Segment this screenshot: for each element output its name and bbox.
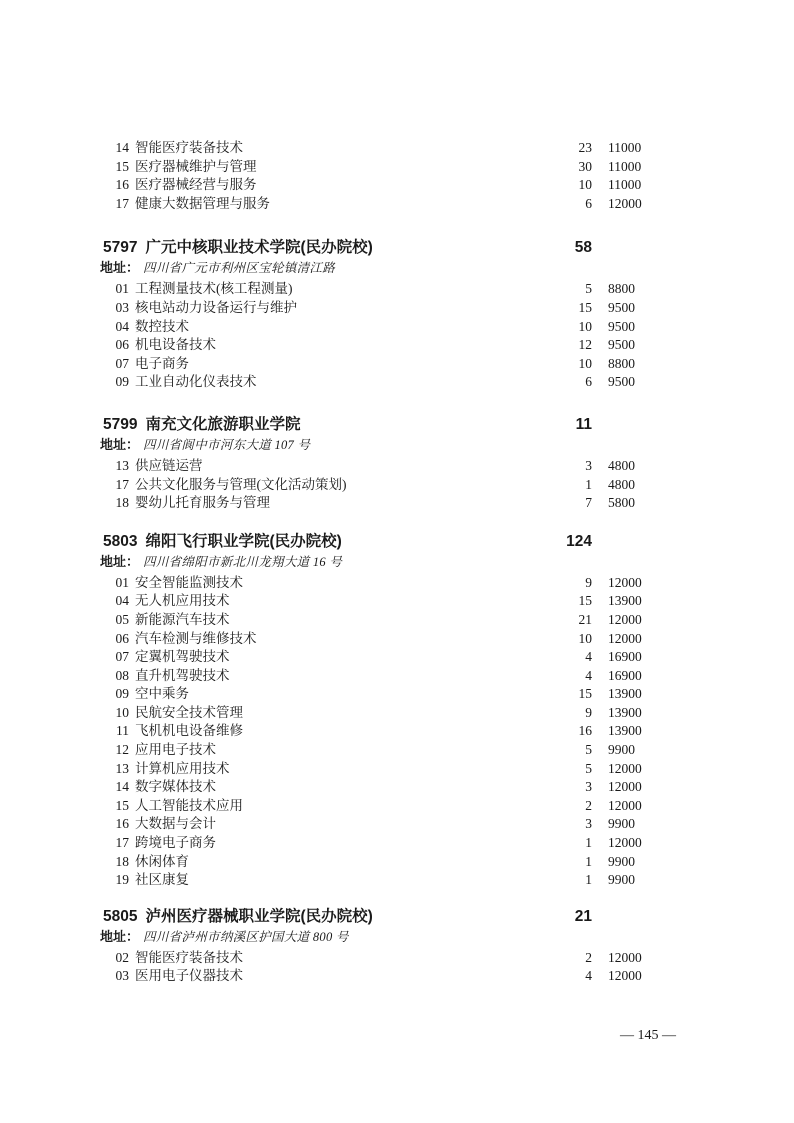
program-seat-count: 23 [578,140,592,155]
program-tuition-fee: 11000 [608,158,642,174]
program-row [100,195,656,214]
program-name: 工程测量技术(核工程测量) [135,281,293,297]
school-name: 泸州医疗器械职业学院(民办院校) [145,907,373,925]
program-rows [100,574,656,890]
program-tuition-fee: 12000 [608,968,642,984]
program-name: 直升机驾驶技术 [135,667,230,683]
program-rows [100,457,656,513]
program-seat-count: 6 [585,374,592,390]
program-seat-count: 7 [585,495,592,511]
program-tuition-fee: 4800 [608,457,635,473]
program-seat-count: 5 [585,760,592,776]
program-code: 17 [115,476,129,492]
program-row [100,667,656,686]
school-total-seats: 21 [574,907,592,925]
program-row [100,685,656,704]
program-name: 医用电子仪器技术 [135,968,243,984]
program-seat-count: 4 [585,968,592,984]
address-line [100,435,656,455]
program-tuition-fee: 16900 [608,667,642,683]
program-seat-count: 10 [578,355,592,371]
program-rows [100,949,656,986]
program-tuition-fee: 12000 [608,797,642,813]
program-name: 健康大数据管理与服务 [135,195,270,211]
address-label: 地址： [100,553,140,569]
program-code: 03 [115,968,129,984]
program-tuition-fee: 8800 [608,355,635,371]
program-code: 06 [115,337,129,353]
program-seat-count: 6 [585,195,592,211]
program-code: 18 [115,853,129,869]
program-name: 大数据与会计 [135,816,216,832]
program-seat-count: 1 [585,853,592,869]
program-tuition-fee: 9900 [608,816,635,832]
address-label: 地址： [100,436,140,452]
program-row [100,611,656,630]
program-tuition-fee: 12000 [608,760,642,776]
program-row [100,949,656,968]
program-seat-count: 5 [585,281,592,297]
program-seat-count: 4 [585,649,592,665]
address-line [100,258,656,278]
program-seat-count: 21 [578,611,592,627]
program-code: 06 [115,630,129,646]
address-label: 地址： [100,260,140,276]
program-seat-count: 3 [585,779,592,795]
program-tuition-fee: 12000 [608,779,642,795]
program-tuition-fee: 9900 [608,742,635,758]
program-code: 16 [115,177,129,193]
program-row [100,280,656,299]
program-code: 17 [115,195,129,211]
program-row [100,457,656,476]
school-header [100,906,656,927]
program-tuition-fee: 9500 [608,299,635,315]
school-header [100,414,656,435]
program-seat-count: 2 [585,797,592,813]
program-code: 04 [115,318,129,334]
program-tuition-fee: 13900 [608,686,642,702]
program-seat-count: 15 [578,686,592,702]
program-code: 09 [115,374,129,390]
address-line [100,927,656,947]
program-name: 新能源汽车技术 [135,611,230,627]
program-tuition-fee: 13900 [608,704,642,720]
school-name: 南充文化旅游职业学院 [145,415,301,433]
program-row [100,299,656,318]
program-row [100,139,656,158]
school-code: 5799 [103,415,138,433]
program-tuition-fee: 5800 [608,495,635,511]
program-tuition-fee: 4800 [608,476,635,492]
program-code: 13 [115,457,129,473]
program-row [100,741,656,760]
program-row [100,158,656,177]
program-tuition-fee: 12000 [608,574,642,590]
program-name: 智能医疗装备技术 [135,949,243,965]
program-tuition-fee: 16900 [608,649,642,665]
program-seat-count: 9 [585,704,592,720]
program-code: 07 [115,355,129,371]
school-section [100,531,656,890]
program-seat-count: 15 [578,299,592,315]
program-row [100,630,656,649]
program-name: 供应链运营 [135,457,203,473]
program-code: 18 [115,495,129,511]
program-tuition-fee: 9500 [608,374,635,390]
program-name: 安全智能监测技术 [135,574,243,590]
address-line [100,552,656,572]
program-row [100,704,656,723]
program-code: 10 [115,704,129,720]
program-name: 工业自动化仪表技术 [135,374,257,390]
program-code: 01 [115,281,129,297]
program-tuition-fee: 11000 [608,140,642,155]
program-seat-count: 12 [578,337,592,353]
school-total-seats: 58 [574,239,592,257]
program-code: 03 [115,299,129,315]
program-row [100,760,656,779]
program-name: 飞机机电设备维修 [135,723,243,739]
program-tuition-fee: 13900 [608,593,642,609]
program-code: 11 [116,723,129,739]
program-name: 核电站动力设备运行与维护 [135,299,297,315]
program-name: 医疗器械维护与管理 [135,158,257,174]
program-row [100,176,656,195]
program-row [100,834,656,853]
program-name: 应用电子技术 [135,742,216,758]
program-code: 17 [115,835,129,851]
program-rows [100,280,656,392]
program-tuition-fee: 12000 [608,835,642,851]
program-seat-count: 3 [585,816,592,832]
program-name: 定翼机驾驶技术 [135,649,230,665]
program-seat-count: 9 [585,574,592,590]
program-name: 医疗器械经营与服务 [135,177,257,193]
school-section [100,906,656,986]
program-seat-count: 10 [578,630,592,646]
program-row [100,592,656,611]
program-tuition-fee: 9900 [608,872,635,888]
program-code: 14 [115,140,129,155]
program-tuition-fee: 9500 [608,318,635,334]
program-seat-count: 2 [585,949,592,965]
program-name: 跨境电子商务 [135,835,216,851]
program-code: 07 [115,649,129,665]
program-row [100,815,656,834]
program-name: 计算机应用技术 [135,760,230,776]
program-seat-count: 5 [585,742,592,758]
program-code: 15 [115,797,129,813]
program-name: 汽车检测与维修技术 [135,630,257,646]
school-name: 广元中核职业技术学院(民办院校) [145,239,373,257]
program-tuition-fee: 9500 [608,337,635,353]
program-tuition-fee: 12000 [608,195,642,211]
program-code: 13 [115,760,129,776]
program-row [100,871,656,890]
address-text: 四川省绵阳市新北川龙翔大道 16 号 [143,554,343,569]
program-seat-count: 1 [585,476,592,492]
school-header [100,237,656,258]
program-name: 数控技术 [135,318,189,334]
program-seat-count: 30 [578,158,592,174]
address-text: 四川省广元市利州区宝轮镇清江路 [143,261,336,276]
program-code: 09 [115,686,129,702]
program-tuition-fee: 11000 [608,177,642,193]
program-row [100,967,656,986]
school-code: 5803 [103,532,138,550]
program-row [100,778,656,797]
school-header [100,531,656,552]
school-code: 5797 [103,239,138,257]
school-name: 绵阳飞行职业学院(民办院校) [145,532,342,550]
program-name: 电子商务 [135,355,189,371]
address-text: 四川省泸州市纳溪区护国大道 800 号 [143,929,349,944]
program-row [100,373,656,392]
program-seat-count: 10 [578,318,592,334]
program-row [100,476,656,495]
program-code: 02 [115,949,129,965]
program-row [100,648,656,667]
address-text: 四川省阆中市河东大道 107 号 [143,437,311,452]
address-label: 地址： [100,928,140,944]
program-name: 休闲体育 [135,853,189,869]
program-row [100,494,656,513]
program-code: 16 [115,816,129,832]
program-seat-count: 4 [585,667,592,683]
program-name: 社区康复 [135,872,189,888]
program-code: 15 [115,158,129,174]
program-row [100,853,656,872]
program-seat-count: 1 [585,835,592,851]
program-seat-count: 15 [578,593,592,609]
program-tuition-fee: 8800 [608,281,635,297]
program-row [100,722,656,741]
program-name: 机电设备技术 [135,337,216,353]
program-name: 无人机应用技术 [135,593,230,609]
program-name: 空中乘务 [135,686,189,702]
program-name: 智能医疗装备技术 [135,140,243,155]
page-content [100,139,656,986]
school-section [100,414,656,513]
program-name: 公共文化服务与管理(文化活动策划) [135,476,347,492]
program-tuition-fee: 12000 [608,949,642,965]
program-name: 数字媒体技术 [135,779,216,795]
program-name: 婴幼儿托育服务与管理 [135,495,270,511]
page-number: — 145 — [620,1028,676,1043]
program-seat-count: 10 [578,177,592,193]
school-section [100,237,656,392]
program-row [100,318,656,337]
program-tuition-fee: 12000 [608,630,642,646]
continuation-rows [100,139,656,213]
school-total-seats: 11 [575,415,592,433]
program-code: 08 [115,667,129,683]
program-name: 人工智能技术应用 [135,797,243,813]
program-tuition-fee: 12000 [608,611,642,627]
program-row [100,336,656,355]
program-row [100,797,656,816]
school-code: 5805 [103,907,138,925]
program-seat-count: 3 [585,457,592,473]
program-code: 01 [115,574,129,590]
program-code: 04 [115,593,129,609]
program-code: 19 [115,872,129,888]
program-code: 05 [115,611,129,627]
school-total-seats: 124 [566,532,592,550]
program-row [100,574,656,593]
school-sections [100,237,656,986]
program-code: 14 [115,779,129,795]
program-seat-count: 1 [585,872,592,888]
program-seat-count: 16 [578,723,592,739]
program-code: 12 [115,742,129,758]
program-row [100,355,656,374]
program-tuition-fee: 13900 [608,723,642,739]
program-name: 民航安全技术管理 [135,704,243,720]
program-tuition-fee: 9900 [608,853,635,869]
